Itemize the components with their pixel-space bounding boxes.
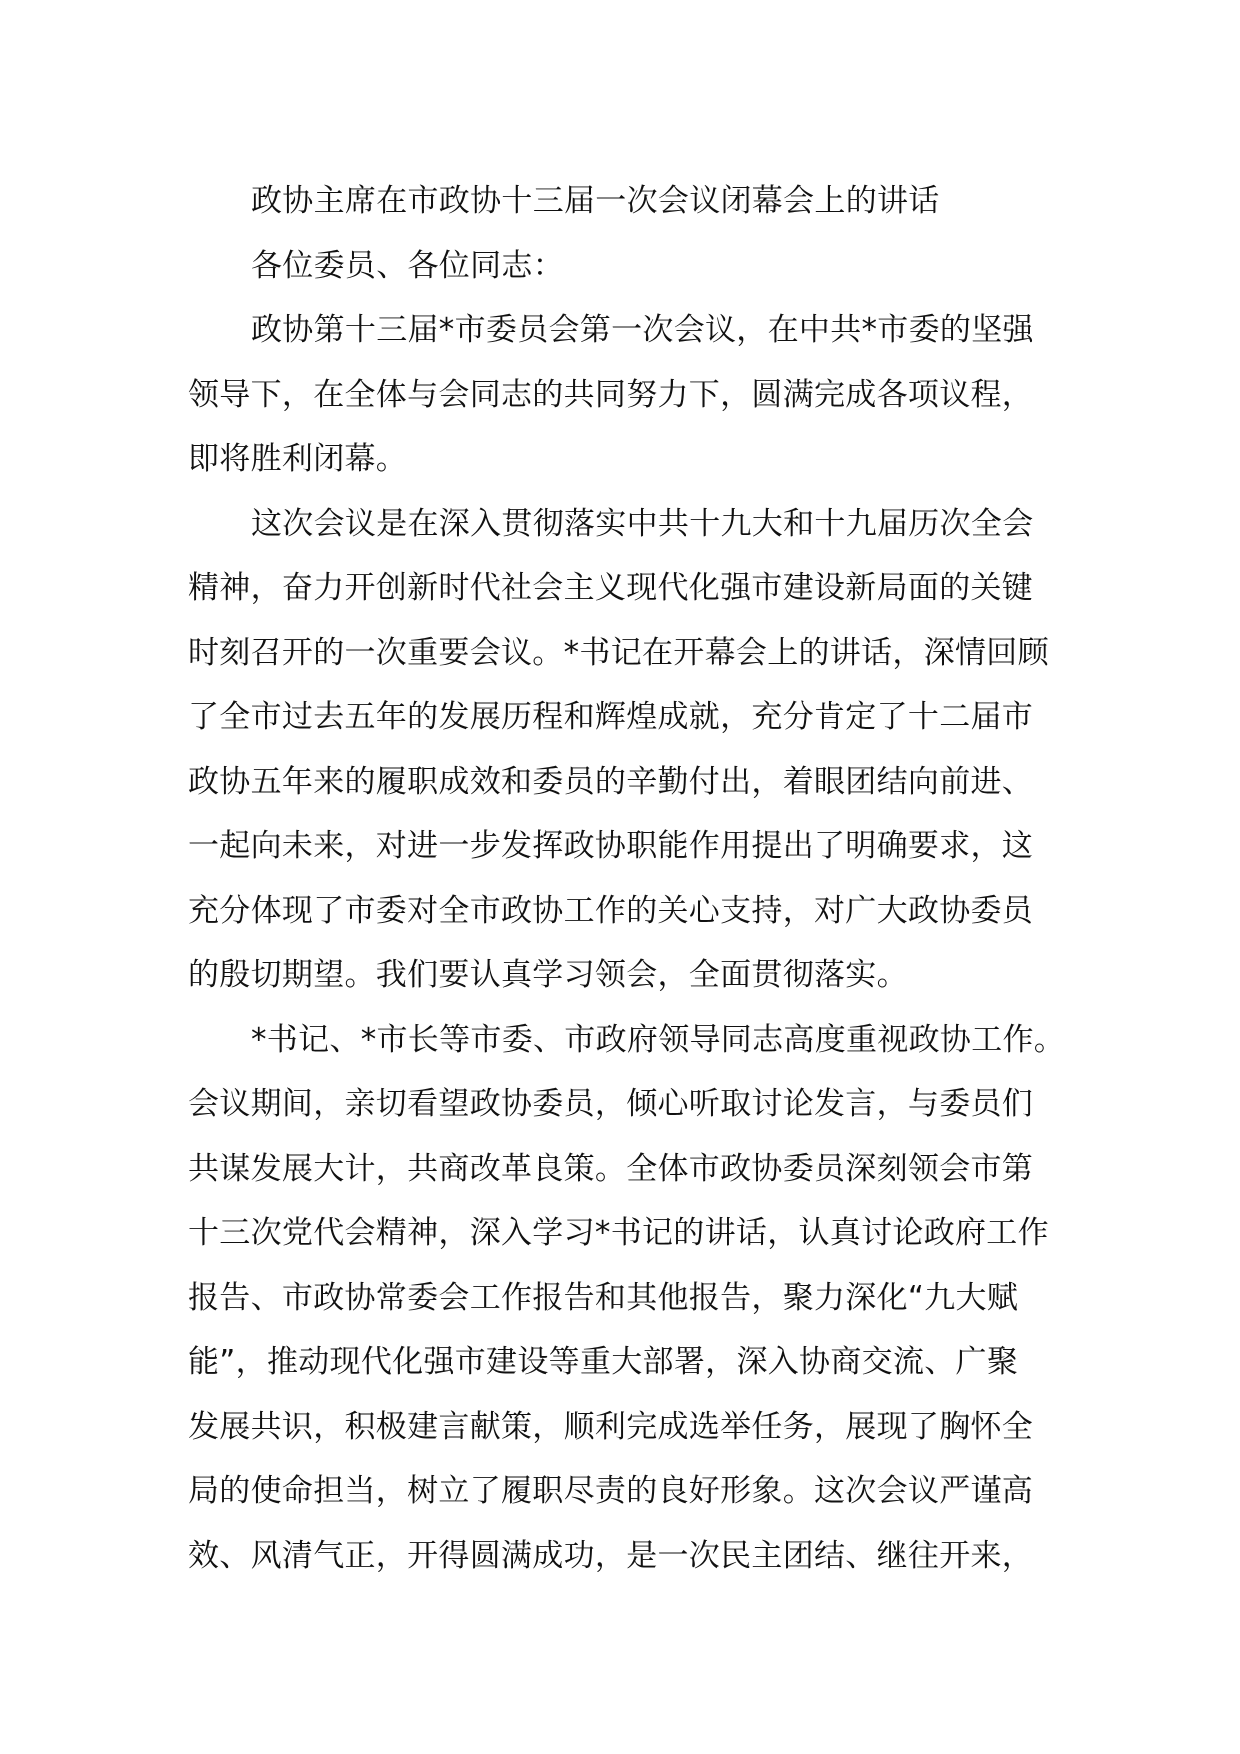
paragraph-line: 时刻召开的一次重要会议。*书记在开幕会上的讲话，深情回顾 [188, 634, 1049, 671]
paragraph-line: 即将胜利闭幕。 [188, 441, 408, 477]
paragraph-line: 精神，奋力开创新时代社会主义现代化强市建设新局面的关键 [188, 570, 1034, 606]
paragraph-line: 充分体现了市委对全市政协工作的关心支持，对广大政协委员 [188, 892, 1034, 929]
paragraph-line: 能”，推动现代化强市建设等重大部署，深入协商交流、广聚 [188, 1344, 1019, 1380]
paragraph-line: 一起向未来，对进一步发挥政协职能作用提出了明确要求，这 [188, 828, 1034, 864]
paragraph-line: 领导下，在全体与会同志的共同努力下，圆满完成各项议程， [188, 376, 1034, 413]
paragraph-2 [188, 492, 1088, 1008]
document-body [188, 169, 1088, 1588]
paragraph-line: 报告、市政协常委会工作报告和其他报告，聚力深化“九大赋 [188, 1279, 1019, 1316]
salutation: 各位委员、各位同志： [251, 247, 564, 284]
paragraph-line: 了全市过去五年的发展历程和辉煌成就，充分肯定了十二届市 [188, 699, 1034, 735]
paragraph-line: 这次会议是在深入贯彻落实中共十九大和十九届历次全会 [251, 505, 1034, 542]
paragraph-line: 会议期间，亲切看望政协委员，倾心听取讨论发言，与委员们 [188, 1086, 1034, 1122]
document-title: 政协主席在市政协十三届一次会议闭幕会上的讲话 [251, 183, 940, 219]
paragraph-line: 发展共识，积极建言献策，顺利完成选举任务，展现了胸怀全 [188, 1408, 1034, 1445]
paragraph-line: 共谋发展大计，共商改革良策。全体市政协委员深刻领会市第 [188, 1150, 1034, 1187]
paragraph-line: 政协五年来的履职成效和委员的辛勤付出，着眼团结向前进、 [188, 763, 1034, 800]
paragraph-line: 政协第十三届*市委员会第一次会议，在中共*市委的坚强 [251, 312, 1034, 348]
paragraph-line: 效、风清气正，开得圆满成功，是一次民主团结、继往开来， [188, 1537, 1034, 1574]
paragraph-3 [188, 1008, 1088, 1589]
paragraph-line: 的殷切期望。我们要认真学习领会，全面贯彻落实。 [188, 957, 908, 993]
paragraph-line: 局的使命担当，树立了履职尽责的良好形象。这次会议严谨高 [188, 1473, 1034, 1509]
paragraph-1 [188, 298, 1088, 492]
paragraph-line: 十三次党代会精神，深入学习*书记的讲话，认真讨论政府工作 [188, 1215, 1049, 1251]
paragraph-line: *书记、*市长等市委、市政府领导同志高度重视政协工作。 [251, 1021, 1066, 1058]
